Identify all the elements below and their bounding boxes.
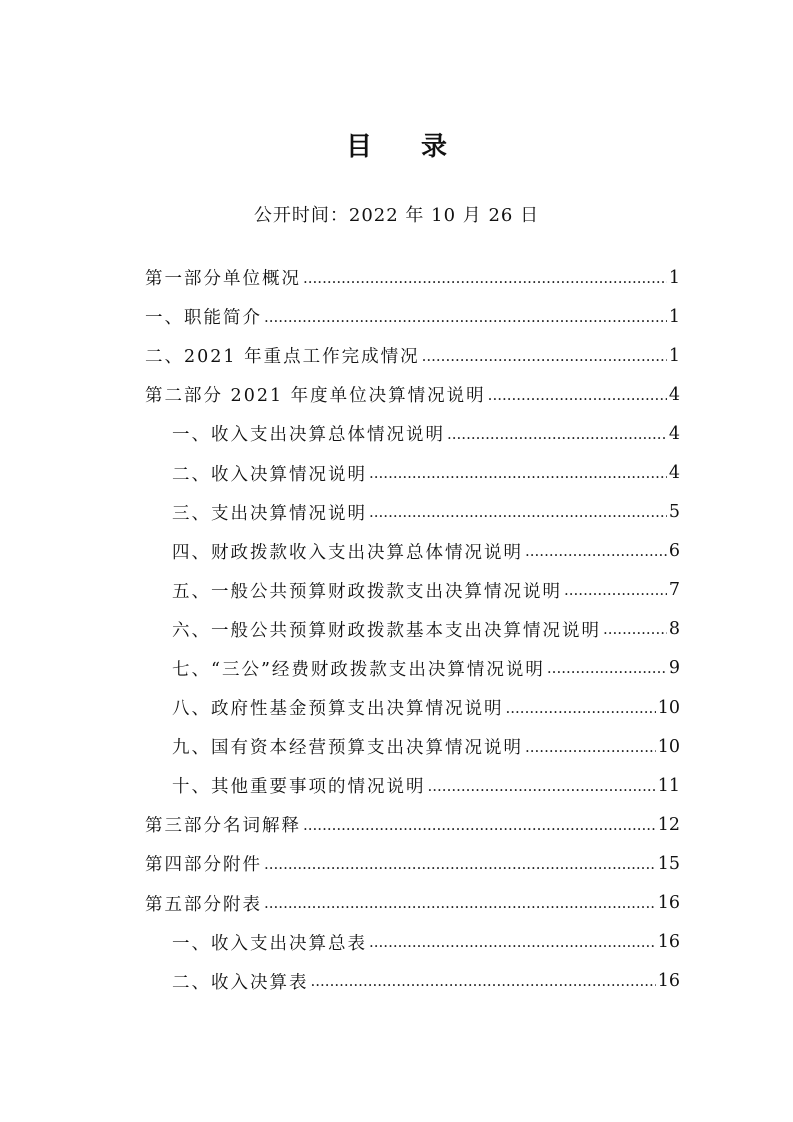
toc-entry-label: 六、一般公共预算财政拨款基本支出决算情况说明 xyxy=(172,620,601,641)
toc-entry-label: 二、2021 年重点工作完成情况 xyxy=(145,347,420,368)
toc-dot-leader xyxy=(525,540,667,562)
toc-entry-label: 第五部分附表 xyxy=(145,894,262,915)
toc-entry[interactable] xyxy=(0,688,793,727)
toc-entry[interactable] xyxy=(0,844,793,883)
toc-entry[interactable] xyxy=(0,805,793,844)
toc-entry[interactable] xyxy=(0,727,793,766)
toc-dot-leader xyxy=(488,384,667,406)
toc-dot-leader xyxy=(525,736,656,758)
toc-entry-page-number: 6 xyxy=(668,541,680,562)
toc-entry-label: 十、其他重要事项的情况说明 xyxy=(172,777,426,798)
toc-dot-leader xyxy=(428,775,656,797)
toc-dot-leader xyxy=(303,814,656,836)
toc-dot-leader xyxy=(369,462,667,484)
toc-entry-label: 九、国有资本经营预算支出决算情况说明 xyxy=(172,738,523,759)
toc-entry[interactable] xyxy=(0,571,793,610)
toc-dot-leader xyxy=(506,697,656,719)
toc-entry-page-number: 15 xyxy=(657,853,680,874)
toc-dot-leader xyxy=(264,892,656,914)
toc-entry-page-number: 10 xyxy=(657,697,680,718)
toc-entry[interactable] xyxy=(0,375,793,414)
toc-entry[interactable] xyxy=(0,610,793,649)
toc-entry-page-number: 1 xyxy=(668,306,680,327)
toc-entry[interactable] xyxy=(0,962,793,1001)
toc-entry-label: 二、收入决算表 xyxy=(172,972,309,993)
toc-entry-page-number: 9 xyxy=(668,658,680,679)
toc-entry-label: 七、“三公”经费财政拨款支出决算情况说明 xyxy=(172,659,545,680)
toc-entry-page-number: 4 xyxy=(668,384,680,405)
toc-entry[interactable] xyxy=(0,258,793,297)
toc-entry-page-number: 12 xyxy=(657,814,680,835)
toc-entry-page-number: 8 xyxy=(668,619,680,640)
toc-entry-label: 第三部分名词解释 xyxy=(145,816,301,837)
toc-entry-label: 第一部分单位概况 xyxy=(145,269,301,290)
toc-entry[interactable] xyxy=(0,336,793,375)
toc-dot-leader xyxy=(311,970,656,992)
toc-dot-leader xyxy=(603,618,667,640)
toc-entry-page-number: 4 xyxy=(668,463,680,484)
toc-entry-label: 四、财政拨款收入支出决算总体情况说明 xyxy=(172,542,523,563)
toc-entry-label: 一、收入支出决算总表 xyxy=(172,933,367,954)
toc-dot-leader xyxy=(264,853,656,875)
toc-dot-leader xyxy=(564,579,667,601)
toc-entry[interactable] xyxy=(0,766,793,805)
toc-entry[interactable] xyxy=(0,453,793,492)
toc-entry[interactable] xyxy=(0,884,793,923)
toc-entry-page-number: 11 xyxy=(657,775,680,796)
toc-entry-label: 二、收入决算情况说明 xyxy=(172,464,367,485)
toc-entry-page-number: 16 xyxy=(657,932,680,953)
toc-entry[interactable] xyxy=(0,532,793,571)
toc-dot-leader xyxy=(547,657,667,679)
toc-entry[interactable] xyxy=(0,297,793,336)
page-title: 目 录 xyxy=(345,132,468,162)
toc-entry-page-number: 1 xyxy=(668,267,680,288)
toc-entry-label: 一、职能简介 xyxy=(145,308,262,329)
toc-entry-page-number: 16 xyxy=(657,893,680,914)
toc-dot-leader xyxy=(303,267,667,289)
toc-dot-leader xyxy=(422,345,667,367)
toc-entry-page-number: 4 xyxy=(668,423,680,444)
toc-entry-page-number: 5 xyxy=(668,502,680,523)
table-of-contents xyxy=(0,258,793,1001)
toc-entry-page-number: 10 xyxy=(657,736,680,757)
toc-entry-label: 八、政府性基金预算支出决算情况说明 xyxy=(172,699,504,720)
toc-entry-page-number: 7 xyxy=(668,580,680,601)
toc-dot-leader xyxy=(369,931,656,953)
toc-entry-label: 第四部分附件 xyxy=(145,855,262,876)
toc-dot-leader xyxy=(264,306,667,328)
toc-dot-leader xyxy=(447,423,667,445)
toc-entry-page-number: 16 xyxy=(657,971,680,992)
toc-entry-label: 第二部分 2021 年度单位决算情况说明 xyxy=(145,386,486,407)
toc-entry[interactable] xyxy=(0,414,793,453)
toc-entry-label: 一、收入支出决算总体情况说明 xyxy=(172,425,445,446)
toc-entry[interactable] xyxy=(0,493,793,532)
toc-entry[interactable] xyxy=(0,649,793,688)
toc-entry-label: 五、一般公共预算财政拨款支出决算情况说明 xyxy=(172,581,562,602)
toc-entry-page-number: 1 xyxy=(668,345,680,366)
toc-dot-leader xyxy=(369,501,667,523)
toc-entry-label: 三、支出决算情况说明 xyxy=(172,503,367,524)
publish-date: 公开时间：2022 年 10 月 26 日 xyxy=(253,205,540,226)
toc-entry[interactable] xyxy=(0,923,793,962)
